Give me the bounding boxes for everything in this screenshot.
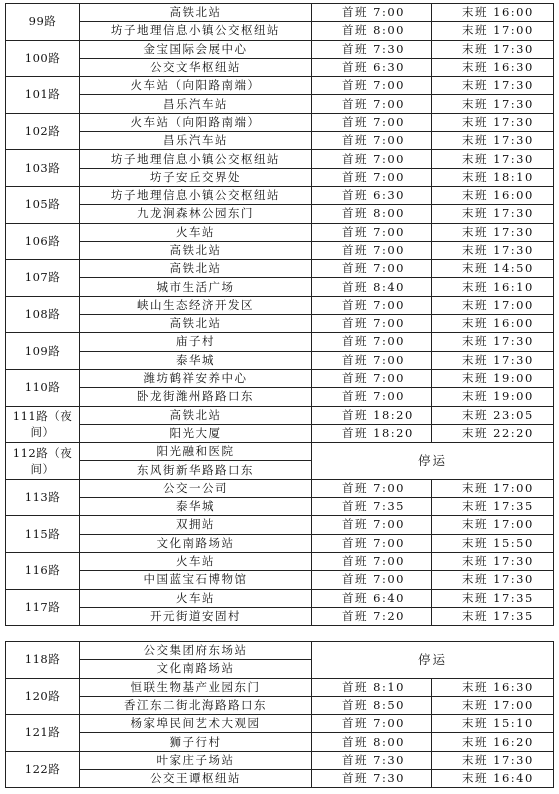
first-bus-time: 首班 7:00 [312,571,432,589]
stop-name: 坊子地理信息小镇公交枢纽站 [80,186,312,204]
last-bus-time: 末班 16:00 [432,315,554,333]
first-bus-time: 首班 6:40 [312,589,432,607]
table-row [6,424,554,442]
stop-name: 高铁北站 [80,241,312,259]
last-bus-time: 末班 15:50 [432,534,554,552]
first-bus-time: 首班 8:40 [312,278,432,296]
stop-name: 东风街新华路路口东 [80,461,312,479]
stop-name: 阳光融和医院 [80,443,312,461]
table-row [6,95,554,113]
table-row [6,58,554,76]
table-row [6,77,554,95]
route-number: 110路 [6,369,80,406]
first-bus-time: 首班 7:00 [312,534,432,552]
first-bus-time: 首班 7:00 [312,296,432,314]
stop-name: 公交集团府东场站 [80,642,312,660]
stop-name: 火车站（向阳路南端） [80,113,312,131]
table-row [6,22,554,40]
first-bus-time: 首班 7:00 [312,4,432,22]
first-bus-time: 首班 7:00 [312,479,432,497]
stop-name: 高铁北站 [80,260,312,278]
stop-name: 泰华城 [80,351,312,369]
first-bus-time: 首班 7:00 [312,168,432,186]
stop-name: 恒联生物基产业园东门 [80,678,312,696]
table-row [6,351,554,369]
table-row [6,516,554,534]
table-row [6,223,554,241]
first-bus-time: 首班 7:00 [312,113,432,131]
table-row [6,589,554,607]
table-row [6,113,554,131]
stop-name: 坊子地理信息小镇公交枢纽站 [80,22,312,40]
table-row [6,40,554,58]
first-bus-time: 首班 7:00 [312,95,432,113]
last-bus-time: 末班 19:00 [432,388,554,406]
table-row [6,678,554,696]
last-bus-time: 末班 17:30 [432,751,554,769]
route-number: 103路 [6,150,80,187]
table-row [6,571,554,589]
first-bus-time: 首班 18:20 [312,406,432,424]
stop-name: 卧龙街潍州路路口东 [80,388,312,406]
table-row [6,715,554,733]
table-row [6,4,554,22]
route-number: 113路 [6,479,80,516]
table-row [6,733,554,751]
stop-name: 中国蓝宝石博物馆 [80,571,312,589]
last-bus-time: 末班 16:30 [432,678,554,696]
last-bus-time: 末班 15:10 [432,715,554,733]
route-number: 115路 [6,516,80,553]
route-number: 116路 [6,552,80,589]
last-bus-time: 末班 16:10 [432,278,554,296]
stop-name: 香江东二街北海路路口东 [80,696,312,714]
table-row [6,186,554,204]
stop-name: 文化南路场站 [80,534,312,552]
last-bus-time: 末班 17:30 [432,95,554,113]
route-number: 107路 [6,260,80,297]
last-bus-time: 末班 16:20 [432,733,554,751]
route-number: 118路 [6,642,80,679]
first-bus-time: 首班 8:00 [312,205,432,223]
last-bus-time: 末班 17:30 [432,77,554,95]
last-bus-time: 末班 23:05 [432,406,554,424]
stop-name: 坊子地理信息小镇公交枢纽站 [80,150,312,168]
last-bus-time: 末班 16:00 [432,4,554,22]
suspended-status: 停运 [312,443,554,480]
table-row [6,443,554,461]
last-bus-time: 末班 14:50 [432,260,554,278]
route-number: 121路 [6,715,80,752]
table-row [6,260,554,278]
route-number: 108路 [6,296,80,333]
route-number: 100路 [6,40,80,77]
first-bus-time: 首班 18:20 [312,424,432,442]
stop-name: 公交王谭枢纽站 [80,770,312,788]
stop-name: 昌乐汽车站 [80,95,312,113]
route-number: 99路 [6,4,80,41]
first-bus-time: 首班 7:30 [312,751,432,769]
stop-name: 叶家庄子场站 [80,751,312,769]
last-bus-time: 末班 17:30 [432,241,554,259]
first-bus-time: 首班 6:30 [312,186,432,204]
last-bus-time: 末班 17:00 [432,516,554,534]
stop-name: 杨家埠民间艺术大观园 [80,715,312,733]
stop-name: 潍坊鹤祥安养中心 [80,369,312,387]
table-row [6,406,554,424]
first-bus-time: 首班 7:00 [312,132,432,150]
first-bus-time: 首班 7:00 [312,150,432,168]
last-bus-time: 末班 17:30 [432,552,554,570]
last-bus-time: 末班 17:30 [432,333,554,351]
last-bus-time: 末班 17:00 [432,479,554,497]
schedule-table-2 [5,641,554,788]
last-bus-time: 末班 17:35 [432,589,554,607]
stop-name: 高铁北站 [80,4,312,22]
stop-name: 坊子安丘交界处 [80,168,312,186]
stop-name: 公交文华枢纽站 [80,58,312,76]
first-bus-time: 首班 7:00 [312,552,432,570]
stop-name: 金宝国际会展中心 [80,40,312,58]
stop-name: 阳光大厦 [80,424,312,442]
first-bus-time: 首班 7:30 [312,770,432,788]
last-bus-time: 末班 17:30 [432,113,554,131]
first-bus-time: 首班 8:50 [312,696,432,714]
first-bus-time: 首班 7:00 [312,388,432,406]
last-bus-time: 末班 17:35 [432,607,554,625]
first-bus-time: 首班 7:30 [312,40,432,58]
route-number: 109路 [6,333,80,370]
first-bus-time: 首班 7:00 [312,516,432,534]
stop-name: 高铁北站 [80,315,312,333]
first-bus-time: 首班 8:00 [312,733,432,751]
last-bus-time: 末班 16:00 [432,186,554,204]
stop-name: 城市生活广场 [80,278,312,296]
table-row [6,241,554,259]
last-bus-time: 末班 18:10 [432,168,554,186]
stop-name: 昌乐汽车站 [80,132,312,150]
last-bus-time: 末班 17:30 [432,205,554,223]
table-row [6,552,554,570]
table-row [6,296,554,314]
table-row [6,205,554,223]
table-row [6,534,554,552]
table-row [6,388,554,406]
stop-name: 火车站 [80,589,312,607]
stop-name: 文化南路场站 [80,660,312,678]
stop-name: 狮子行村 [80,733,312,751]
first-bus-time: 首班 7:35 [312,498,432,516]
last-bus-time: 末班 17:30 [432,40,554,58]
suspended-status: 停运 [312,642,554,679]
first-bus-time: 首班 7:00 [312,77,432,95]
table-row [6,333,554,351]
table-row [6,278,554,296]
table-row [6,696,554,714]
table-row [6,642,554,660]
stop-name: 公交一公司 [80,479,312,497]
last-bus-time: 末班 17:30 [432,351,554,369]
last-bus-time: 末班 17:30 [432,150,554,168]
stop-name: 庙子村 [80,333,312,351]
last-bus-time: 末班 17:35 [432,498,554,516]
last-bus-time: 末班 17:30 [432,223,554,241]
first-bus-time: 首班 7:00 [312,223,432,241]
last-bus-time: 末班 16:30 [432,58,554,76]
table-row [6,751,554,769]
route-number: 111路（夜间） [6,406,80,443]
first-bus-time: 首班 7:00 [312,260,432,278]
stop-name: 火车站 [80,552,312,570]
table-row [6,479,554,497]
route-number: 102路 [6,113,80,150]
last-bus-time: 末班 17:30 [432,571,554,589]
last-bus-time: 末班 16:40 [432,770,554,788]
last-bus-time: 末班 17:00 [432,696,554,714]
stop-name: 火车站 [80,223,312,241]
schedule-table-1 [5,3,554,626]
table-row [6,770,554,788]
last-bus-time: 末班 17:00 [432,296,554,314]
last-bus-time: 末班 17:30 [432,132,554,150]
first-bus-time: 首班 8:10 [312,678,432,696]
table-row [6,498,554,516]
stop-name: 九龙涧森林公园东门 [80,205,312,223]
first-bus-time: 首班 7:00 [312,315,432,333]
first-bus-time: 首班 7:00 [312,241,432,259]
route-number: 101路 [6,77,80,114]
first-bus-time: 首班 7:00 [312,351,432,369]
route-number: 122路 [6,751,80,788]
stop-name: 开元街道安固村 [80,607,312,625]
route-number: 105路 [6,186,80,223]
last-bus-time: 末班 22:20 [432,424,554,442]
first-bus-time: 首班 7:00 [312,715,432,733]
stop-name: 峡山生态经济开发区 [80,296,312,314]
route-number: 117路 [6,589,80,626]
first-bus-time: 首班 8:00 [312,22,432,40]
table-row [6,150,554,168]
last-bus-time: 末班 17:00 [432,22,554,40]
stop-name: 泰华城 [80,498,312,516]
stop-name: 火车站（向阳路南端） [80,77,312,95]
table-row [6,315,554,333]
last-bus-time: 末班 19:00 [432,369,554,387]
stop-name: 双拥站 [80,516,312,534]
first-bus-time: 首班 7:00 [312,333,432,351]
table-row [6,369,554,387]
route-number: 120路 [6,678,80,715]
table-row [6,607,554,625]
first-bus-time: 首班 7:00 [312,369,432,387]
table-row [6,132,554,150]
route-number: 112路（夜间） [6,443,80,480]
first-bus-time: 首班 6:30 [312,58,432,76]
stop-name: 高铁北站 [80,406,312,424]
table-row [6,168,554,186]
first-bus-time: 首班 7:20 [312,607,432,625]
route-number: 106路 [6,223,80,260]
